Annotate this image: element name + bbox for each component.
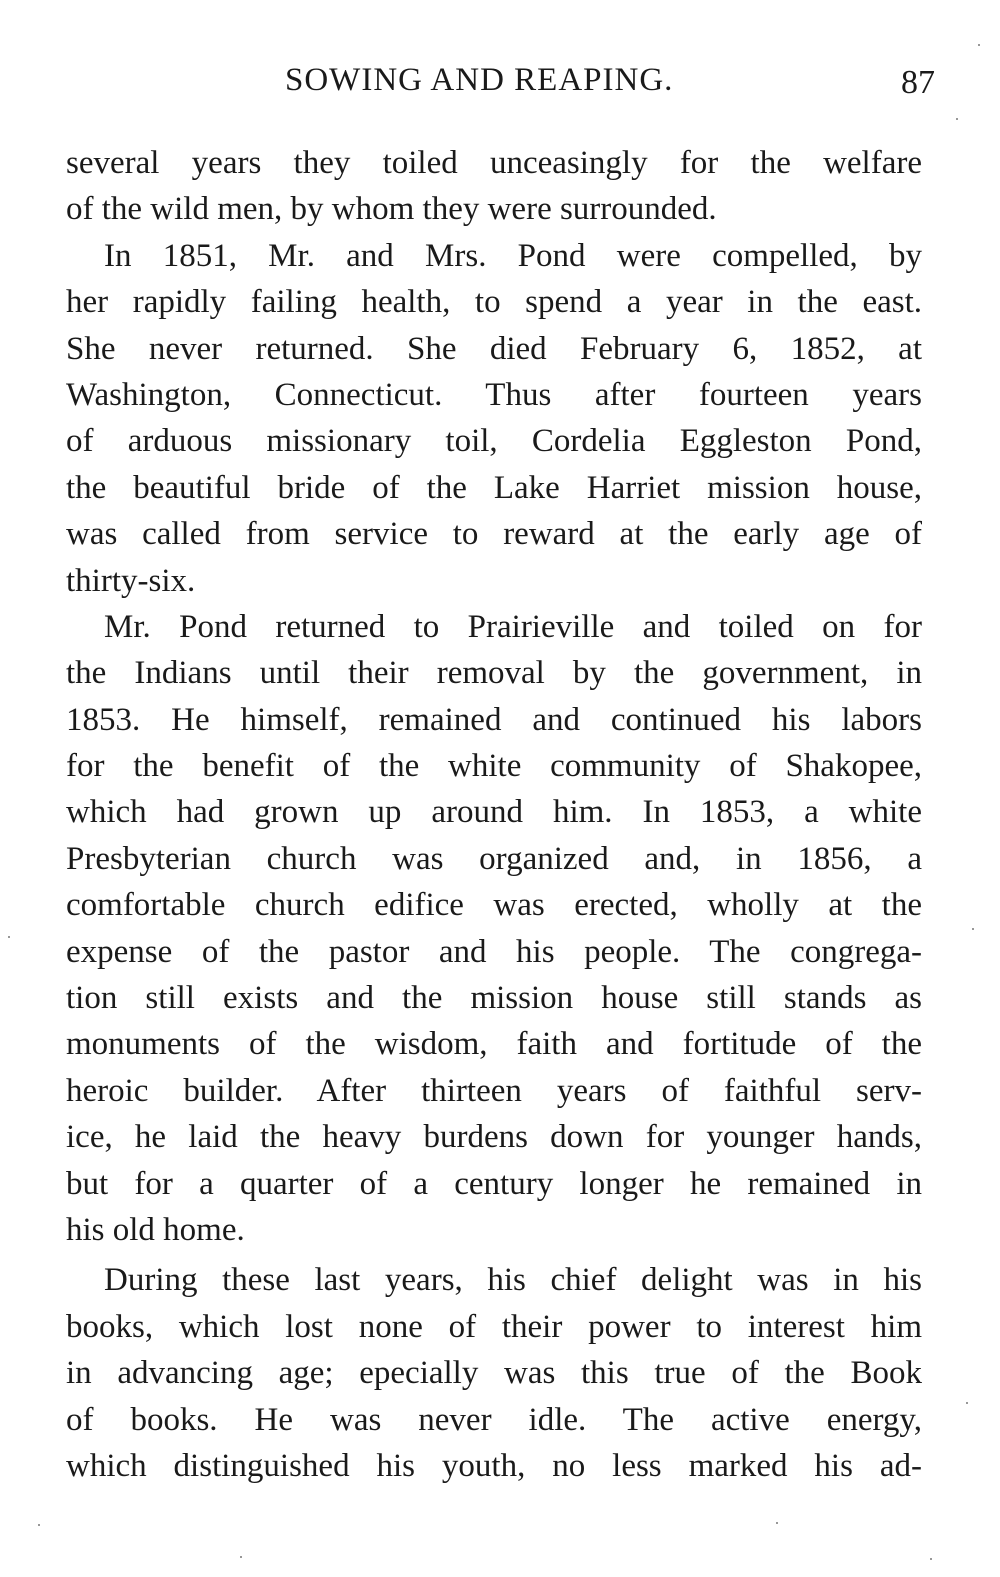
paragraph-4 bbox=[66, 1257, 922, 1489]
text-line: During these last years, his chief delight was in his bbox=[104, 1262, 922, 1299]
text-line: expense of the pastor and his people. The congrega- bbox=[66, 933, 922, 970]
text-line: in advancing age; epecially was this true of the Book bbox=[66, 1355, 922, 1392]
running-title: SOWING AND REAPING. bbox=[285, 62, 674, 98]
text-line: books, which lost none of their power to interest him bbox=[66, 1308, 922, 1345]
scan-speck bbox=[240, 1556, 242, 1558]
text-line: Washington, Connecticut. Thus after fourteen years bbox=[66, 376, 922, 413]
scan-speck bbox=[8, 936, 10, 938]
text-line: her rapidly failing health, to spend a year in the east. bbox=[66, 284, 922, 321]
text-line: which had grown up around him. In 1853, a white bbox=[66, 794, 922, 831]
text-line: of books. He was never idle. The active energy, bbox=[66, 1401, 922, 1438]
text-line: ice, he laid the heavy burdens down for younger hands, bbox=[66, 1119, 922, 1156]
text-line: the beautiful bride of the Lake Harriet mission house, bbox=[66, 469, 922, 506]
scan-speck bbox=[978, 44, 980, 46]
text-line: was called from service to reward at the early age of bbox=[66, 516, 922, 553]
scan-speck bbox=[776, 1522, 778, 1524]
text-line: tion still exists and the mission house still stands as bbox=[66, 980, 922, 1017]
text-line: In 1851, Mr. and Mrs. Pond were compelled, by bbox=[104, 237, 922, 274]
text-line: thirty-six. bbox=[66, 562, 196, 599]
text-line: She never returned. She died February 6, 1852, at bbox=[66, 330, 922, 367]
text-line: monuments of the wisdom, faith and fortitude of the bbox=[66, 1026, 922, 1063]
text-line: but for a quarter of a century longer he remained in bbox=[66, 1165, 922, 1202]
scan-speck bbox=[966, 1402, 968, 1404]
running-head bbox=[60, 62, 935, 112]
text-line: Presbyterian church was organized and, in 1856, a bbox=[66, 840, 922, 877]
text-line: his old home. bbox=[66, 1211, 245, 1248]
text-line: the Indians until their removal by the government, in bbox=[66, 655, 922, 692]
text-line: of the wild men, by whom they were surrounded. bbox=[66, 191, 717, 228]
paragraph-2 bbox=[66, 233, 922, 604]
scan-speck bbox=[956, 118, 958, 120]
text-line: Mr. Pond returned to Prairieville and toiled on for bbox=[104, 608, 922, 645]
scan-speck bbox=[38, 1524, 40, 1526]
paragraph-1 bbox=[66, 140, 922, 233]
text-line: for the benefit of the white community of Shakopee, bbox=[66, 748, 922, 785]
paragraph-3 bbox=[66, 604, 922, 1253]
text-line: which distinguished his youth, no less marked his ad- bbox=[66, 1447, 922, 1484]
text-line: heroic builder. After thirteen years of faithful serv- bbox=[66, 1072, 922, 1109]
text-line: 1853. He himself, remained and continued his labors bbox=[66, 701, 922, 738]
text-line: comfortable church edifice was erected, wholly at the bbox=[66, 887, 922, 924]
scan-speck bbox=[972, 928, 974, 930]
page-number: 87 bbox=[901, 64, 935, 101]
text-line: several years they toiled unceasingly for the welfare bbox=[66, 145, 922, 181]
scan-speck bbox=[930, 1558, 932, 1560]
text-line: of arduous missionary toil, Cordelia Eggleston Pond, bbox=[66, 423, 922, 460]
body-text bbox=[66, 140, 922, 1489]
